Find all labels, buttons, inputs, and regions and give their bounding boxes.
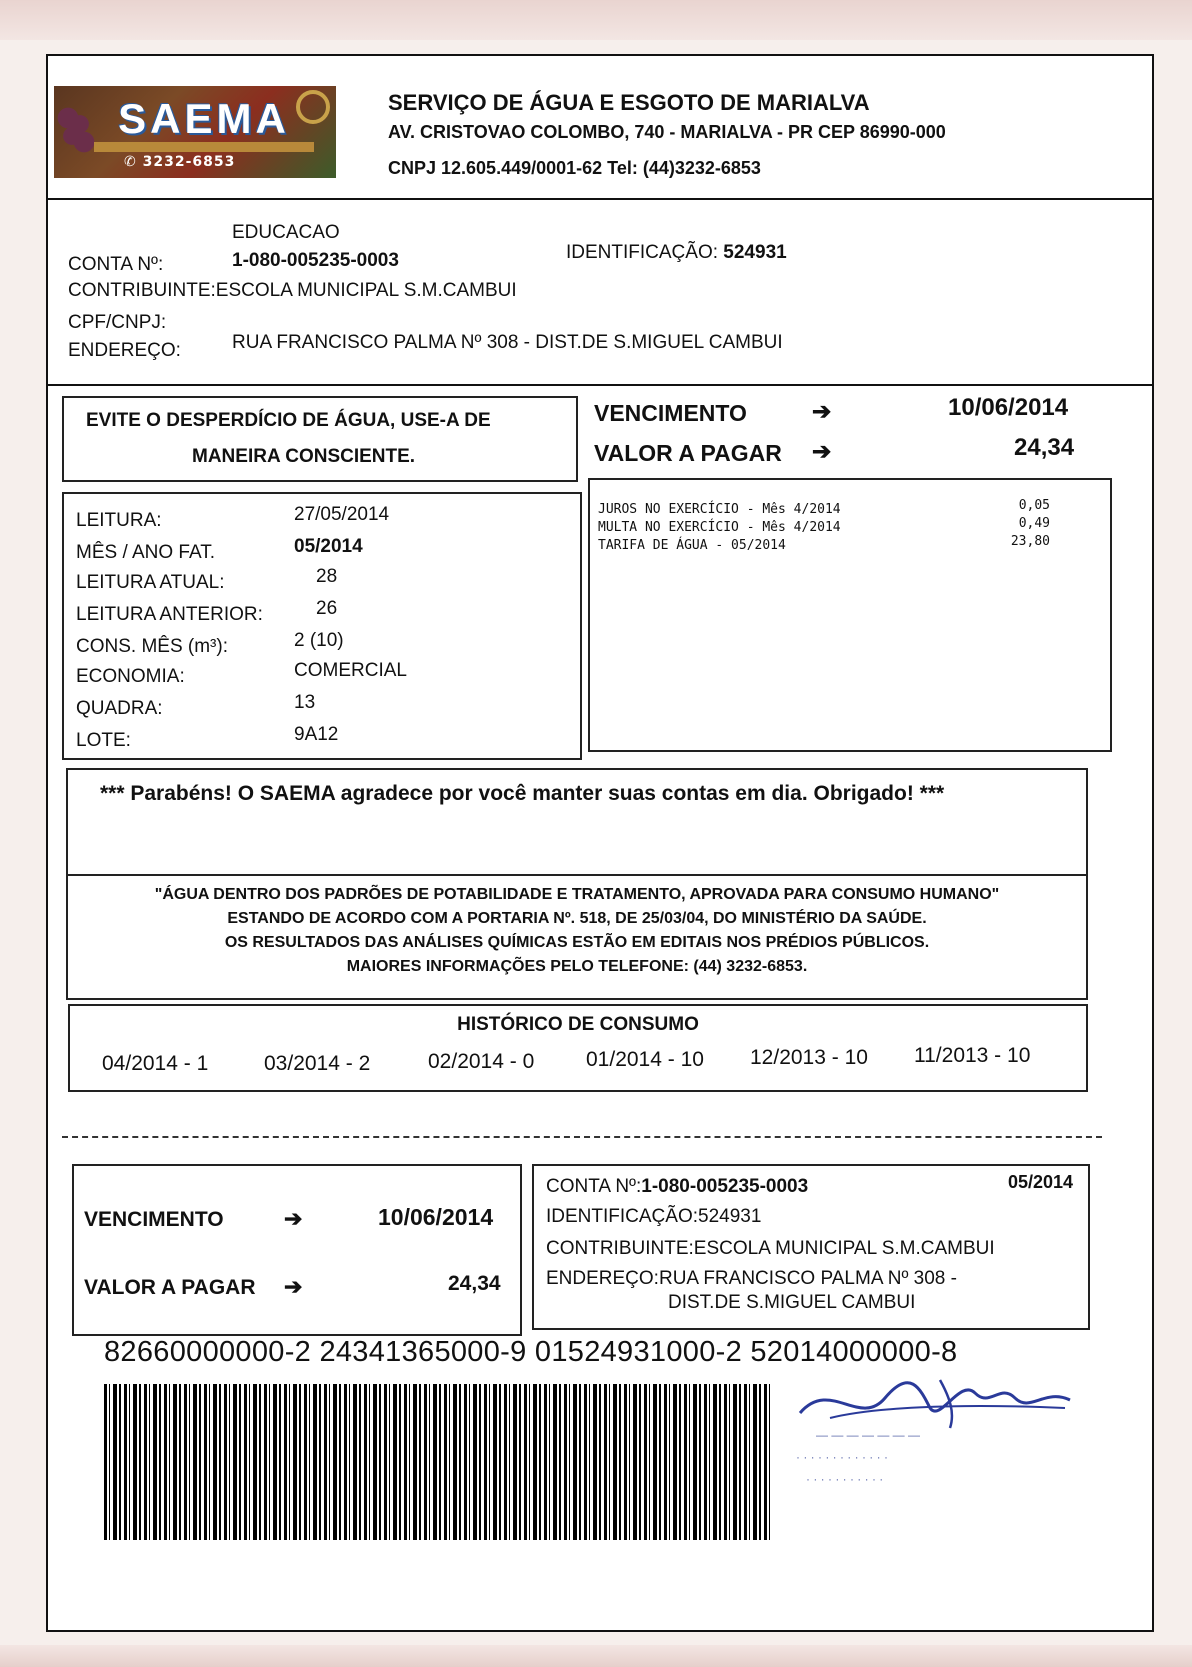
charge-amount: 23,80	[1010, 534, 1050, 549]
vencimento-value: 10/06/2014	[948, 394, 1069, 421]
logo-wordmark: SAEMA	[118, 95, 290, 142]
reading-label: ECONOMIA:	[76, 666, 185, 687]
stub-endereco-line-2: DIST.DE S.MIGUEL CAMBUI	[668, 1292, 916, 1313]
history-item: 01/2014 - 10	[586, 1048, 704, 1071]
vencimento-label: VENCIMENTO	[594, 400, 747, 426]
arrow-right-icon: ➔	[284, 1206, 303, 1231]
scan-top-edge	[0, 0, 1192, 40]
stub-contribuinte: CONTRIBUINTE:ESCOLA MUNICIPAL S.M.CAMBUI	[546, 1238, 995, 1259]
arrow-right-icon: ➔	[284, 1274, 303, 1299]
arrow-right-icon: ➔	[812, 438, 832, 464]
thank-you-message: *** Parabéns! O SAEMA agradece por você manter suas contas em dia. Obrigado! ***	[100, 782, 945, 805]
conta-value: 1-080-005235-0003	[232, 250, 399, 271]
reading-value: 05/2014	[294, 536, 363, 557]
reading-value: 2 (10)	[294, 630, 344, 651]
endereco-value: RUA FRANCISCO PALMA Nº 308 - DIST.DE S.MIGUEL CAMBUI	[232, 332, 783, 353]
reading-value: COMERCIAL	[294, 660, 407, 681]
quality-line-3: OS RESULTADOS DAS ANÁLISES QUÍMICAS ESTÃO EM EDITAIS NOS PRÉDIOS PÚBLICOS.	[224, 934, 930, 951]
history-title: HISTÓRICO DE CONSUMO	[457, 1014, 699, 1035]
reading-value: 28	[316, 566, 338, 587]
identificacao: IDENTIFICAÇÃO: 524931	[566, 242, 787, 263]
stub-endereco: ENDEREÇO:RUA FRANCISCO PALMA Nº 308 -	[546, 1268, 957, 1289]
tear-line	[62, 1136, 1102, 1138]
utility-name: SERVIÇO DE ÁGUA E ESGOTO DE MARIALVA	[388, 90, 870, 115]
reading-label: MÊS / ANO FAT.	[76, 542, 216, 563]
reading-value: 9A12	[294, 724, 339, 745]
valve-icon	[296, 90, 330, 124]
reading-value: 13	[294, 692, 316, 713]
logo-phone: ✆ 3232-6853	[124, 154, 236, 170]
charges-box	[588, 478, 1112, 752]
stub-vencimento-label: VENCIMENTO	[84, 1208, 224, 1231]
reading-label: LEITURA ANTERIOR:	[76, 604, 263, 625]
consumption-history-box	[68, 1004, 1088, 1092]
divider	[48, 198, 1152, 200]
stub-conta: CONTA Nº:1-080-005235-0003	[546, 1176, 809, 1197]
reading-label: LEITURA ATUAL:	[76, 572, 225, 593]
notice-line-2: MANEIRA CONSCIENTE.	[192, 446, 416, 467]
charge-description: MULTA NO EXERCÍCIO - Mês 4/2014	[598, 520, 841, 535]
charge-description: TARIFA DE ÁGUA - 05/2014	[598, 538, 786, 553]
stamp-line: · · · · · · · · · · ·	[806, 1472, 884, 1486]
cpf-cnpj-label: CPF/CNPJ:	[68, 312, 167, 333]
valor-a-pagar-value: 24,34	[1014, 434, 1075, 461]
notice-line-1: EVITE O DESPERDÍCIO DE ÁGUA, USE-A DE	[86, 410, 491, 431]
barcode-number: 82660000000-2 24341365000-9 01524931000-2 52014000000-8	[104, 1336, 958, 1368]
history-item: 04/2014 - 1	[102, 1052, 209, 1075]
account-category: EDUCACAO	[232, 222, 340, 243]
stub-period: 05/2014	[1008, 1172, 1074, 1192]
valor-a-pagar-label: VALOR A PAGAR	[594, 440, 782, 466]
arrow-right-icon: ➔	[812, 398, 832, 424]
water-saving-notice	[62, 396, 578, 482]
charge-amount: 0,05	[1018, 498, 1050, 513]
history-item: 12/2013 - 10	[750, 1046, 868, 1069]
utility-cnpj-tel: CNPJ 12.605.449/0001-62 Tel: (44)3232-6853	[388, 158, 761, 178]
stub-valor-label: VALOR A PAGAR	[84, 1276, 256, 1299]
stub-identificacao: IDENTIFICAÇÃO:524931	[546, 1206, 762, 1227]
history-item: 02/2014 - 0	[428, 1050, 535, 1073]
divider	[48, 384, 1152, 386]
grapes-icon	[56, 100, 96, 160]
conta-label: CONTA Nº:	[68, 254, 164, 275]
stub-payment-box	[72, 1164, 522, 1336]
stamp-line: — — — — — — —	[816, 1428, 921, 1442]
reading-value: 26	[316, 598, 338, 619]
logo-strip	[94, 142, 314, 152]
quality-line-4: MAIORES INFORMAÇÕES PELO TELEFONE: (44) 3232-6853.	[346, 958, 808, 975]
reading-label: LOTE:	[76, 730, 131, 751]
reading-label: QUADRA:	[76, 698, 163, 719]
payment-barcode	[104, 1384, 770, 1540]
reading-value: 27/05/2014	[294, 504, 390, 525]
quality-line-1: "ÁGUA DENTRO DOS PADRÕES DE POTABILIDADE E TRATAMENTO, APROVADA PARA CONSUMO HUMANO"	[154, 886, 1000, 903]
stub-vencimento-value: 10/06/2014	[378, 1204, 494, 1230]
contribuinte: CONTRIBUINTE:ESCOLA MUNICIPAL S.M.CAMBUI	[68, 280, 517, 301]
water-quality-box	[66, 874, 1088, 1000]
scan-bottom-edge	[0, 1645, 1192, 1667]
reading-label: CONS. MÊS (m³):	[76, 636, 228, 657]
meter-reading-box	[62, 492, 582, 760]
utility-address: AV. CRISTOVAO COLOMBO, 740 - MARIALVA - PR CEP 86990-000	[388, 122, 946, 142]
stub-valor-value: 24,34	[448, 1272, 501, 1295]
reading-label: LEITURA:	[76, 510, 162, 531]
saema-logo	[54, 86, 336, 178]
charge-description: JUROS NO EXERCÍCIO - Mês 4/2014	[598, 502, 841, 517]
history-item: 03/2014 - 2	[264, 1052, 371, 1075]
signature-stamp	[790, 1368, 1090, 1498]
stamp-line: · · · · · · · · · · · · ·	[796, 1450, 888, 1464]
history-item: 11/2013 - 10	[914, 1044, 1031, 1067]
stub-account-box	[532, 1164, 1090, 1330]
charge-amount: 0,49	[1018, 516, 1050, 531]
thank-you-message-box	[66, 768, 1088, 876]
endereco-label: ENDEREÇO:	[68, 340, 181, 361]
quality-line-2: ESTANDO DE ACORDO COM A PORTARIA Nº. 518, DE 25/03/04, DO MINISTÉRIO DA SAÚDE.	[227, 910, 927, 927]
